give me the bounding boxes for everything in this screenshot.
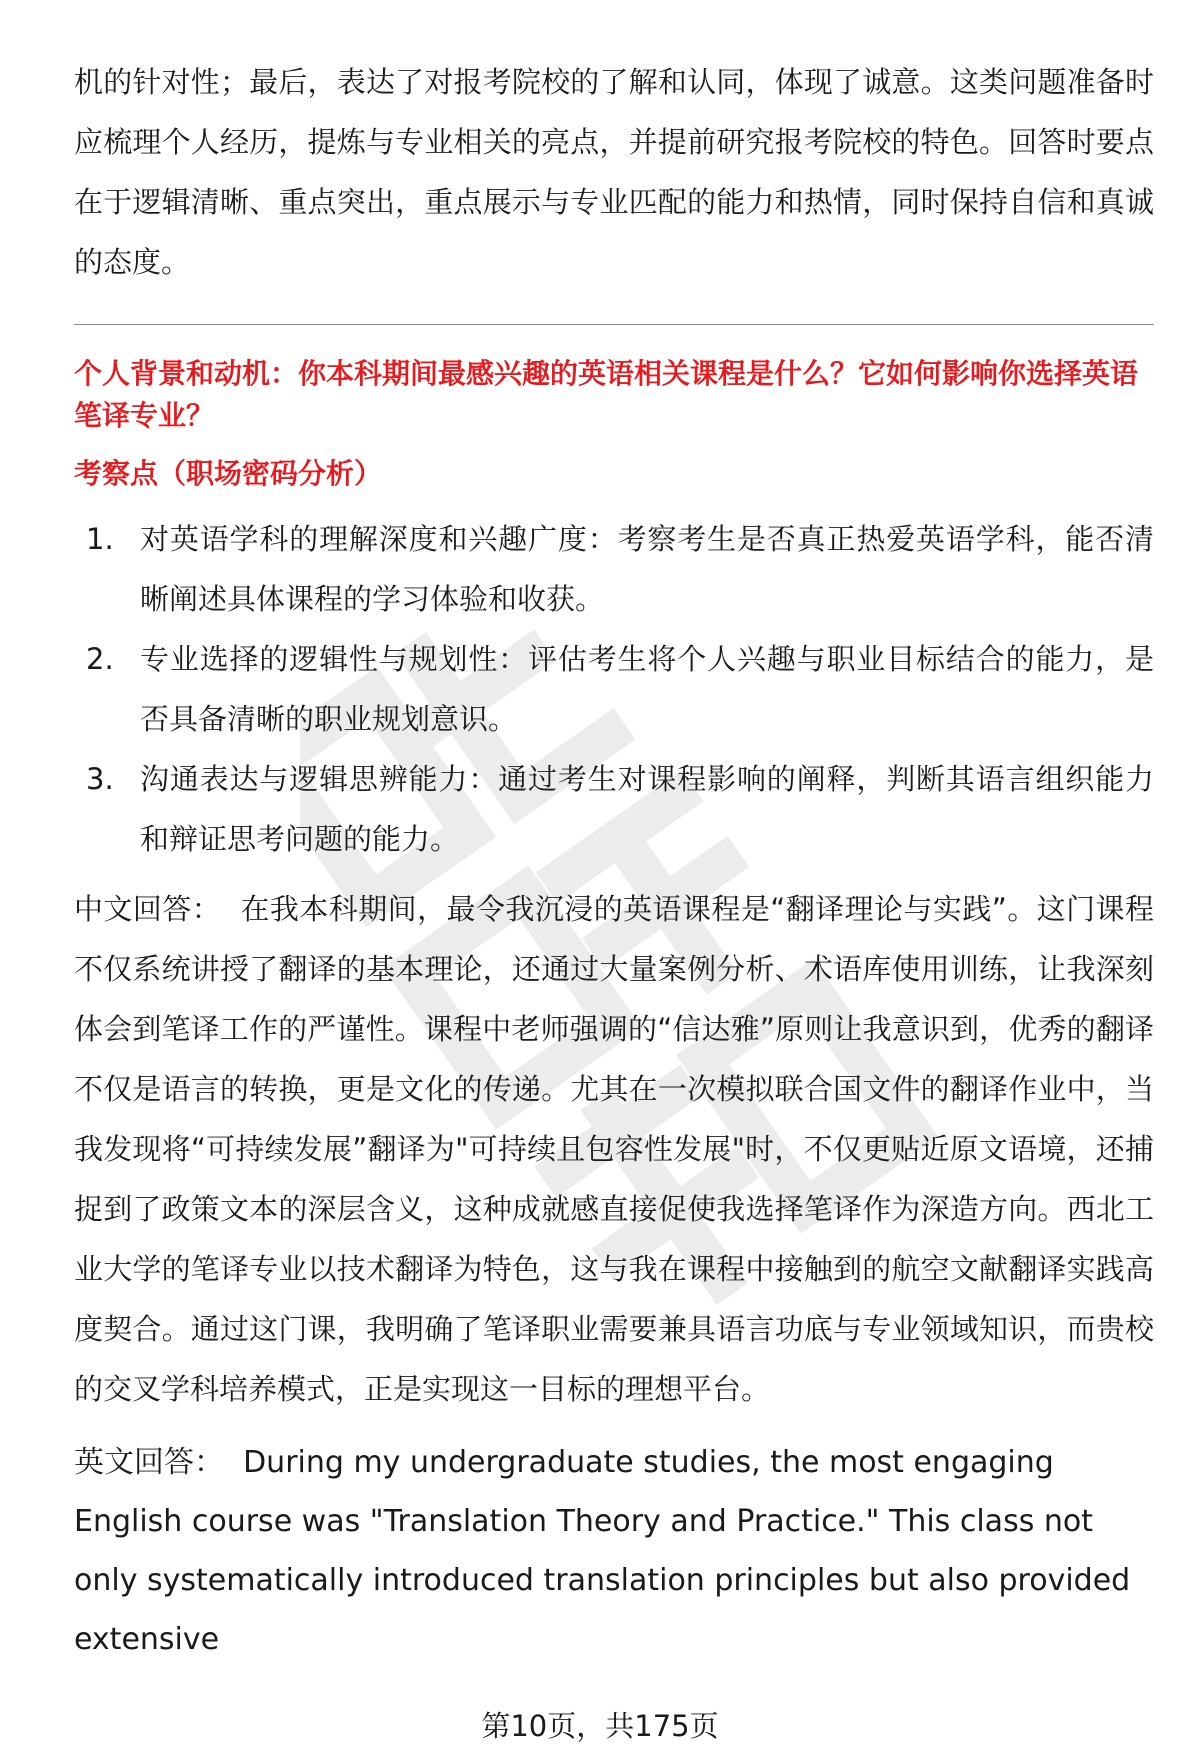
english-answer-label: 英文回答：: [74, 1445, 224, 1480]
list-item-text: 沟通表达与逻辑思辨能力：通过考生对课程影响的阐释，判断其语言组织能力和辩证思考问题的能力。: [140, 762, 1154, 856]
section-title: 考察点（职场密码分析）: [74, 457, 383, 490]
chinese-answer: [74, 879, 1154, 1419]
page-number-footer: 第10页，共175页: [481, 1709, 719, 1743]
chinese-answer-text: 在我本科期间，最令我沉浸的英语课程是“翻译理论与实践”。这门课程不仅系统讲授了翻译的基本理论，还通过大量案例分析、术语库使用训练，让我深刻体会到笔译工作的严谨性。课程中老师强调的“信达雅”原则让我意识到，优秀的翻译不仅是语言的转换，更是文化的传递。尤其在一次模拟联合国文件的翻译作业中，当我发现将“可持续发展”翻译为"可持续且包容性发展"时，不仅更贴近原文语境，还捕捉到了政策文本的深层含义，这种成就感直接促使我选择笔译作为深造方向。西北工业大学的笔译专业以技术翻译为特色，这与我在课程中接触到的航空文献翻译实践高度契合。通过这门课，我明确了笔译职业需要兼具语言功底与专业领域知识，而贵校的交叉学科培养模式，正是实现这一目标的理想平台。: [74, 892, 1154, 1406]
assessment-points-list: [74, 509, 1154, 869]
intro-paragraph: 机的针对性；最后，表达了对报考院校的了解和认同，体现了诚意。这类问题准备时应梳理个人经历，提炼与专业相关的亮点，并提前研究报考院校的特色。回答时要点在于逻辑清晰、重点突出，重点展示与专业匹配的能力和热情，同时保持自信和真诚的态度。: [74, 65, 1154, 279]
list-item-text: 专业选择的逻辑性与规划性：评估考生将个人兴趣与职业目标结合的能力，是否具备清晰的职业规划意识。: [140, 642, 1154, 736]
question-heading: 个人背景和动机：你本科期间最感兴趣的英语相关课程是什么？它如何影响你选择英语笔译专业？: [74, 357, 1139, 432]
list-item-number: 2.: [86, 642, 114, 676]
list-item: [74, 749, 1154, 869]
chinese-answer-label: 中文回答：: [74, 892, 222, 926]
english-answer-text: During my undergraduate studies, the most engaging English course was "Translation Theory and Practice." This class not only systematically introduced translation principles but also provided extensive: [74, 1445, 1131, 1657]
document-page: [74, 52, 1154, 1669]
list-item-number: 1.: [86, 522, 114, 556]
section-divider: [74, 324, 1154, 325]
list-item-number: 3.: [86, 762, 114, 796]
list-item-text: 对英语学科的理解深度和兴趣广度：考察考生是否真正热爱英语学科，能否清晰阐述具体课程的学习体验和收获。: [140, 522, 1154, 616]
list-item: [74, 509, 1154, 629]
english-answer: [74, 1433, 1154, 1669]
list-item: [74, 629, 1154, 749]
